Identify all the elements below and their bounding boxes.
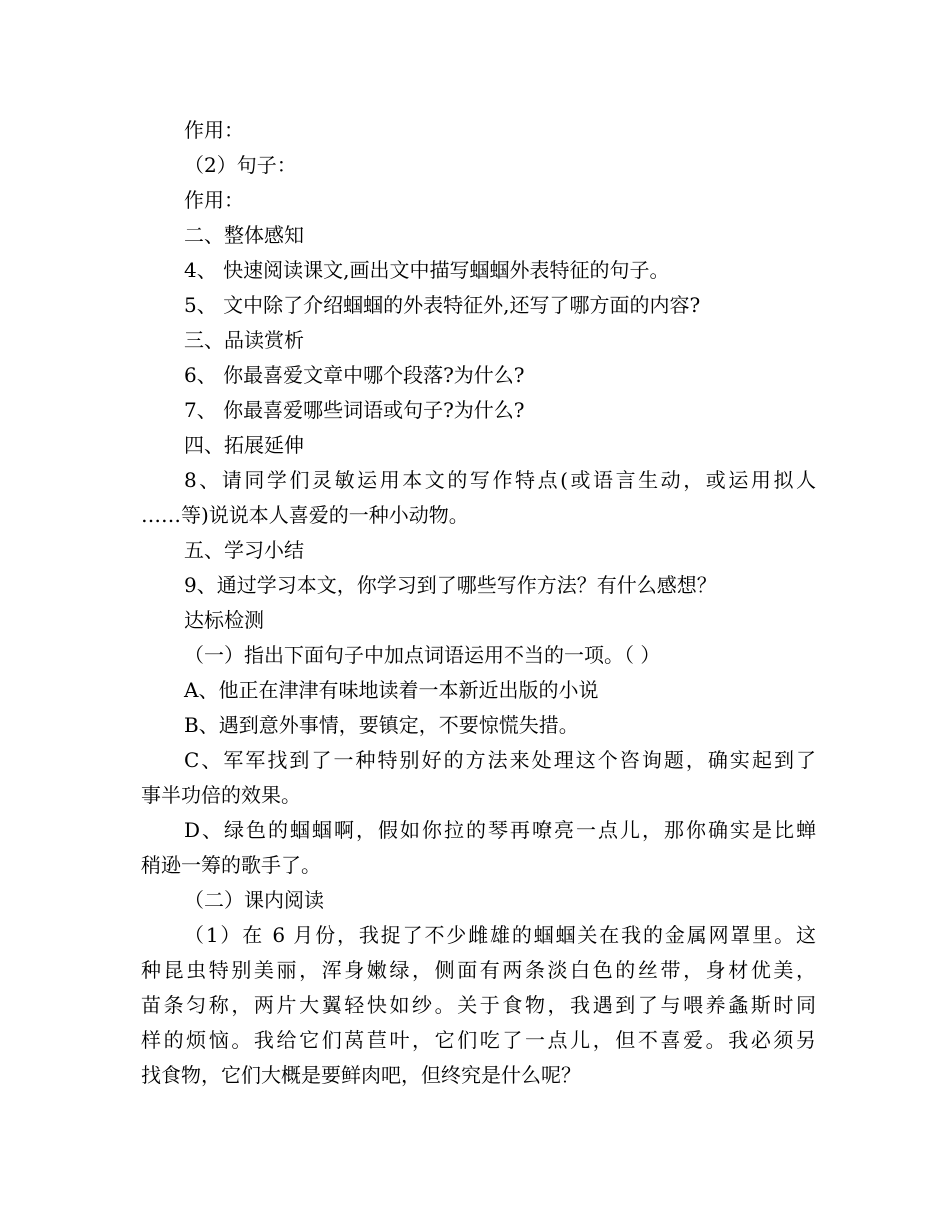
section-heading: 五、学习小结 <box>184 538 304 562</box>
text-line: （2）句子： <box>184 153 297 177</box>
exercise-prompt: （一）指出下面句子中加点词语运用不当的一项。（ ） <box>184 643 661 667</box>
section-heading: （二）课内阅读 <box>184 888 324 912</box>
text-line: 作用： <box>184 118 244 142</box>
question-item: 6、 你最喜爱文章中哪个段落?为什么? <box>184 363 525 387</box>
option-d: D、绿色的蝈蝈啊，假如你拉的琴再嘹亮一点儿，那你确实是比蝉 <box>184 818 816 842</box>
section-heading: 二、整体感知 <box>184 223 304 247</box>
question-item: 8、请同学们灵敏运用本文的写作特点(或语言生动，或运用拟人 <box>184 468 816 492</box>
option-c-continued: 事半功倍的效果。 <box>141 783 301 807</box>
reading-paragraph-line: 种昆虫特别美丽，浑身嫩绿，侧面有两条淡白色的丝带，身材优美， <box>141 958 816 982</box>
question-item: 5、 文中除了介绍蝈蝈的外表特征外,还写了哪方面的内容? <box>184 293 701 317</box>
text-line: 作用： <box>184 188 244 212</box>
section-heading: 达标检测 <box>184 608 264 632</box>
option-c: C、军军找到了一种特别好的方法来处理这个咨询题，确实起到了 <box>184 748 816 772</box>
question-item: 9、通过学习本文，你学习到了哪些写作方法？有什么感想？ <box>184 573 717 597</box>
reading-paragraph-line: 找食物，它们大概是要鲜肉吧，但终究是什么呢？ <box>141 1063 581 1087</box>
section-heading: 四、拓展延伸 <box>184 433 304 457</box>
question-item: 4、 快速阅读课文,画出文中描写蝈蝈外表特征的句子。 <box>184 258 670 282</box>
section-heading: 三、品读赏析 <box>184 328 304 352</box>
option-d-continued: 稍逊一筹的歌手了。 <box>141 853 321 877</box>
question-item: 7、 你最喜爱哪些词语或句子?为什么? <box>184 398 525 422</box>
reading-paragraph: （1）在 6 月份，我捉了不少雌雄的蝈蝈关在我的金属网罩里。这 <box>184 923 816 947</box>
reading-paragraph-line: 样的烦恼。我给它们莴苣叶，它们吃了一点儿，但不喜爱。我必须另 <box>141 1028 816 1052</box>
reading-paragraph-line: 苗条匀称，两片大翼轻快如纱。关于食物，我遇到了与喂养螽斯时同 <box>141 993 816 1017</box>
document-body <box>141 113 816 1093</box>
option-a: A、他正在津津有味地读着一本新近出版的小说 <box>184 678 599 702</box>
question-item-continued: ……等)说说本人喜爱的一种小动物。 <box>141 503 469 527</box>
option-b: B、遇到意外事情，要镇定，不要惊慌失措。 <box>184 713 579 737</box>
